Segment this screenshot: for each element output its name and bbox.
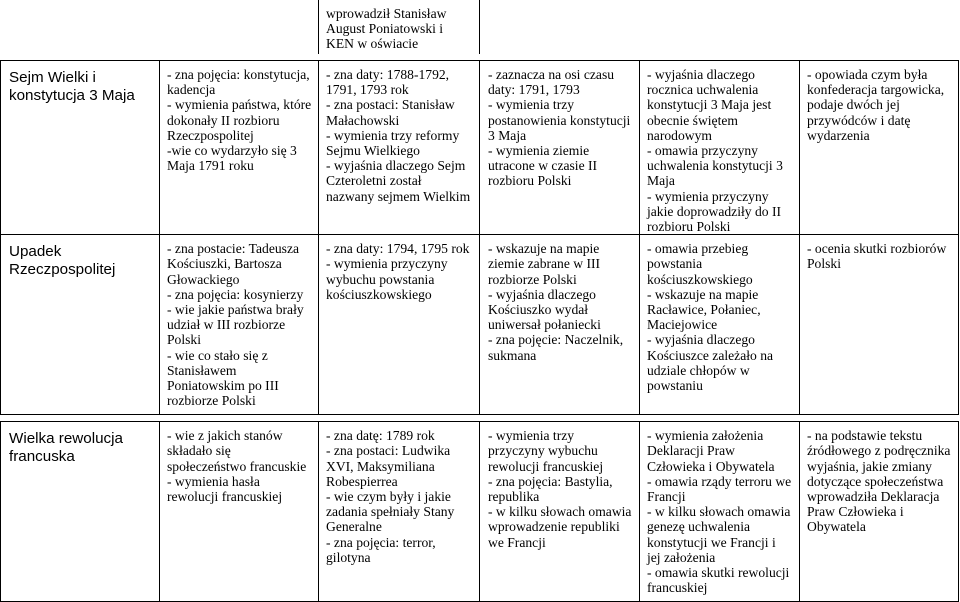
- requirements-table: [0, 60, 959, 602]
- continuation-cell: [318, 0, 480, 54]
- table-cell: [160, 235, 319, 415]
- table-cell: [319, 235, 480, 415]
- table-cell: [480, 61, 640, 235]
- table-cell: [640, 422, 800, 602]
- cell-text: - wymienia trzy przyczyny wybuchu rewolucji francuskiej - zna pojęcia: Bastylia, republika - w kilku słowach omawia wprowadzenie republiki we Francji: [488, 428, 632, 550]
- table-cell: [800, 422, 959, 602]
- topic-cell: [1, 235, 160, 415]
- cell-text: - wie z jakich stanów składało się społeczeństwo francuskie - wymienia hasła rewolucji francuskiej: [167, 428, 307, 505]
- cell-text: - wyjaśnia dlaczego rocznica uchwalenia konstytucji 3 Maja jest obecnie świętem narodowym - omawia przyczyny uchwalenia konstytucji 3 Maja - wymienia przyczyny jakie doprowadziły do II rozbioru Polski: [647, 67, 783, 235]
- cell-text: - wskazuje na mapie ziemie zabrane w III rozbiorze Polski - wyjaśnia dlaczego Kościuszko wydał uniwersał połaniecki - zna pojęcie: Naczelnik, sukmana: [488, 241, 624, 363]
- topic-label: Sejm Wielki i konstytucja 3 Maja: [9, 69, 135, 104]
- table-row: [1, 61, 959, 235]
- table-cell: [640, 61, 800, 235]
- table-row: [1, 235, 959, 415]
- topic-label: Upadek Rzeczpospolitej: [9, 243, 116, 278]
- topic-cell: [1, 422, 160, 602]
- cell-text: - zna datę: 1789 rok - zna postaci: Ludwika XVI, Maksymiliana Robespierrea - wie czym były i jakie zadania spełniały Stany Generalne - zna pojęcia: terror, gilotyna: [326, 428, 455, 565]
- table-cell: [319, 422, 480, 602]
- cell-text: - na podstawie tekstu źródłowego z podręcznika wyjaśnia, jakie zmiany dotyczące społeczeństwa wprowadziła Deklaracja Praw Człowieka i Obywatela: [807, 428, 951, 535]
- cell-text: - zna pojęcia: konstytucja, kadencja - wymienia państwa, które dokonały II rozbioru Rzeczpospolitej -wie co wydarzyło się 3 Maja 1791 roku: [167, 67, 312, 174]
- table-cell: [319, 61, 480, 235]
- row-spacer: [1, 415, 959, 422]
- cell-text: - opowiada czym była konfederacja targowicka, podaje dwóch jej przywódców i datę wydarzenia: [807, 67, 945, 143]
- cell-text: - ocenia skutki rozbiorów Polski: [807, 241, 947, 272]
- topic-cell: [1, 61, 160, 235]
- cell-text: - zna daty: 1794, 1795 rok - wymienia przyczyny wybuchu powstania kościuszkowskiego: [326, 241, 470, 302]
- cell-text: - zna daty: 1788-1792, 1791, 1793 rok - zna postaci: Stanisław Małachowski - wymienia trzy reformy Sejmu Wielkiego - wyjaśnia dlaczego Sejm Czteroletni został nazwany sejmem Wielkim: [326, 67, 471, 204]
- table-cell: [640, 235, 800, 415]
- table-cell: [800, 235, 959, 415]
- cell-text: - omawia przebieg powstania kościuszkowskiego - wskazuje na mapie Racławice, Połaniec, Maciejowice - wyjaśnia dlaczego Kościuszce zależało na udziale chłopów w powstaniu: [647, 241, 774, 394]
- table-cell: [480, 422, 640, 602]
- table-cell: [160, 422, 319, 602]
- table-cell: [800, 61, 959, 235]
- table-row: [1, 422, 959, 602]
- continuation-text: wprowadził Stanisław August Poniatowski i KEN w oświacie: [326, 6, 447, 52]
- cell-text: - wymienia założenia Deklaracji Praw Człowieka i Obywatela - omawia rządy terroru we Francji - w kilku słowach omawia genezę uchwalenia konstytucji we Francji i jej założenia - omawia skutki rewolucji francuskiej: [647, 428, 792, 596]
- cell-text: - zna postacie: Tadeusza Kościuszki, Bartosza Głowackiego - zna pojęcia: kosynierzy - wie jakie państwa brały udział w III rozbiorze Polski - wie co stało się z Stanisławem Poniatowskim po III rozbiorze Polski: [167, 241, 304, 409]
- table-cell: [480, 235, 640, 415]
- table-cell: [160, 61, 319, 235]
- topic-label: Wielka rewolucja francuska: [9, 430, 123, 465]
- cell-text: - zaznacza na osi czasu daty: 1791, 1793 - wymienia trzy postanowienia konstytucji 3 Maja - wymienia ziemie utracone w czasie II rozbioru Polski: [488, 67, 631, 189]
